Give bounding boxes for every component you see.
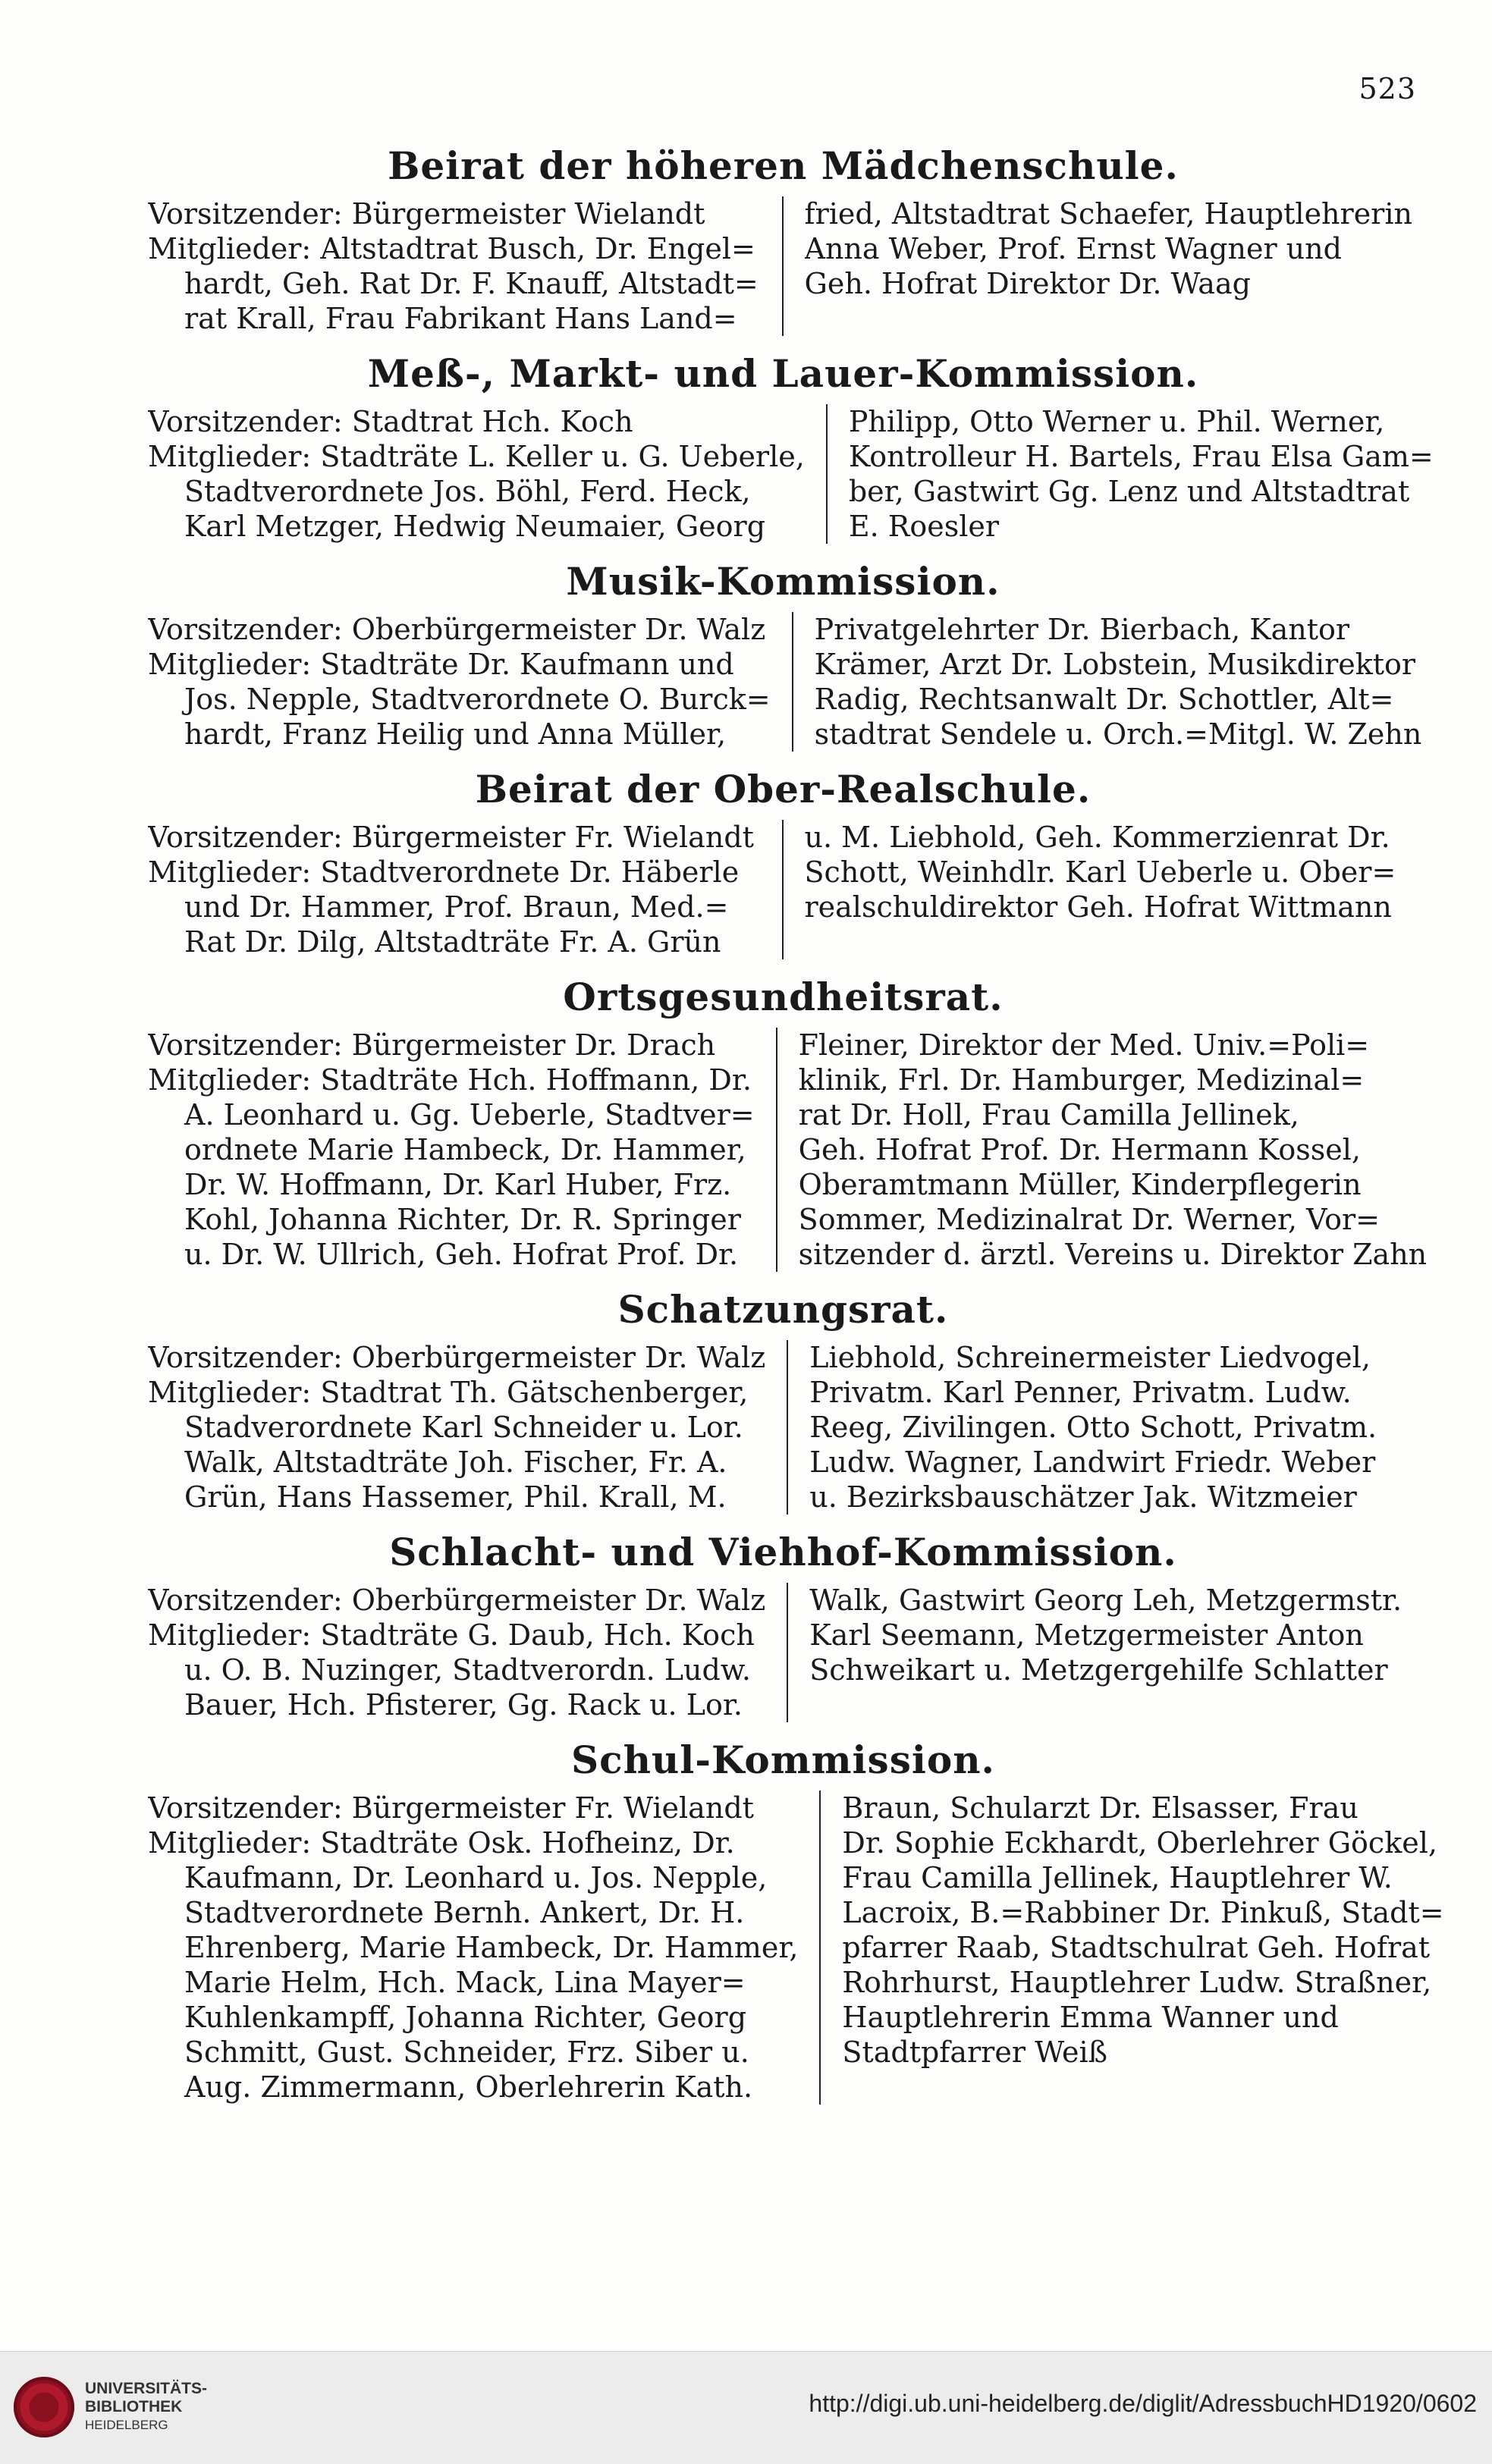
text-line: Radig, Rechtsanwalt Dr. Schottler, Alt= (814, 683, 1394, 716)
text-line: fried, Altstadtrat Schaefer, Hauptlehrerin (804, 197, 1412, 231)
left-column (148, 1028, 777, 1272)
section-title: Schatzungsrat. (617, 1287, 949, 1332)
section-columns (148, 820, 1418, 959)
text-line: Aug. Zimmermann, Oberlehrerin Kath. (184, 2070, 753, 2104)
section-columns (148, 1340, 1418, 1514)
section-title: Schul-Kommission. (571, 1737, 995, 1782)
text-line: Liebhold, Schreinermeister Liedvogel, (809, 1341, 1371, 1374)
text-line: Geh. Hofrat Prof. Dr. Hermann Kossel, (798, 1133, 1361, 1166)
text-line: Mitglieder: Stadträte Dr. Kaufmann und (148, 648, 734, 681)
text-line: Karl Metzger, Hedwig Neumaier, Georg (184, 510, 766, 543)
text-line: realschuldirektor Geh. Hofrat Wittmann (804, 890, 1392, 924)
text-line: Grün, Hans Hassemer, Phil. Krall, M. (184, 1480, 727, 1514)
text-line: Karl Seemann, Metzgermeister Anton (809, 1618, 1364, 1652)
left-column (148, 1340, 788, 1514)
section-columns (148, 1791, 1444, 2105)
text-line: Vorsitzender: Stadtrat Hch. Koch (148, 405, 633, 438)
left-column (148, 612, 793, 752)
text-line: Rat Dr. Dilg, Altstadträte Fr. A. Grün (184, 925, 721, 959)
directory-section (148, 1284, 1418, 1514)
text-line: Oberamtmann Müller, Kinderpflegerin (798, 1168, 1362, 1201)
text-line: Marie Helm, Hch. Mack, Lina Mayer= (184, 1966, 746, 1999)
text-line: pfarrer Raab, Stadtschulrat Geh. Hofrat (842, 1931, 1431, 1964)
text-line: Schmitt, Gust. Schneider, Frz. Siber u. (184, 2036, 749, 2069)
text-line: Sommer, Medizinalrat Dr. Werner, Vor= (798, 1203, 1380, 1236)
text-line: Krämer, Arzt Dr. Lobstein, Musikdirektor (814, 648, 1416, 681)
right-column (793, 612, 1422, 752)
text-line: stadtrat Sendele u. Orch.=Mitgl. W. Zehn (814, 717, 1422, 751)
text-line: Vorsitzender: Oberbürgermeister Dr. Walz (148, 1341, 766, 1374)
section-columns (148, 1028, 1428, 1272)
text-line: und Dr. Hammer, Prof. Braun, Med.= (184, 890, 729, 924)
university-seal-icon (14, 2377, 74, 2437)
logo-line-1: UNIVERSITÄTS- (85, 2380, 208, 2397)
text-line: Stadverordnete Karl Schneider u. Lor. (184, 1411, 743, 1444)
directory-section (148, 764, 1418, 959)
text-line: ordnete Marie Hambeck, Dr. Hammer, (184, 1133, 746, 1166)
text-line: Mitglieder: Stadträte Osk. Hofheinz, Dr. (148, 1826, 735, 1860)
section-title: Ortsgesundheitsrat. (563, 975, 1004, 1019)
text-line: Schweikart u. Metzgergehilfe Schlatter (809, 1653, 1388, 1687)
text-line: Bauer, Hch. Pfisterer, Gg. Rack u. Lor. (184, 1688, 743, 1722)
right-column (788, 1583, 1418, 1722)
text-line: Hauptlehrerin Emma Wanner und (842, 2001, 1339, 2034)
left-column (148, 1791, 821, 2105)
right-column (788, 1340, 1418, 1514)
text-line: u. Dr. W. Ullrich, Geh. Hofrat Prof. Dr. (184, 1238, 739, 1271)
text-line: hardt, Geh. Rat Dr. F. Knauff, Altstadt= (184, 267, 759, 300)
logo-line-2: BIBLIOTHEK (85, 2398, 183, 2415)
directory-section (148, 556, 1422, 752)
page-content (148, 140, 1444, 2117)
text-line: Philipp, Otto Werner u. Phil. Werner, (848, 405, 1385, 438)
text-line: Vorsitzender: Bürgermeister Fr. Wielandt (148, 1791, 754, 1825)
text-line: Dr. W. Hoffmann, Dr. Karl Huber, Frz. (184, 1168, 732, 1201)
source-url[interactable]: http://digi.ub.uni-heidelberg.de/diglit/AdressbuchHD1920/0602 (809, 2390, 1477, 2417)
directory-section (148, 348, 1434, 544)
text-line: Mitglieder: Stadträte G. Daub, Hch. Koch (148, 1618, 755, 1652)
text-line: Vorsitzender: Oberbürgermeister Dr. Walz (148, 1584, 766, 1617)
section-title: Meß-, Markt- und Lauer-Kommission. (367, 351, 1199, 396)
text-line: Fleiner, Direktor der Med. Univ.=Poli= (798, 1028, 1370, 1062)
text-line: Mitglieder: Stadträte L. Keller u. G. Ueberle, (148, 440, 805, 473)
text-line: Ludw. Wagner, Landwirt Friedr. Weber (809, 1445, 1376, 1479)
text-line: Mitglieder: Stadträte Hch. Hoffmann, Dr. (148, 1063, 752, 1097)
text-line: Ehrenberg, Marie Hambeck, Dr. Hammer, (184, 1931, 799, 1964)
directory-section (148, 1734, 1444, 2105)
directory-section (148, 140, 1418, 336)
text-line: Vorsitzender: Bürgermeister Dr. Drach (148, 1028, 716, 1062)
text-line: u. O. B. Nuzinger, Stadtverordn. Ludw. (184, 1653, 751, 1687)
logo-line-3: HEIDELBERG (85, 2418, 168, 2432)
directory-section (148, 971, 1428, 1272)
text-line: A. Leonhard u. Gg. Ueberle, Stadtver= (184, 1098, 755, 1132)
section-title: Beirat der Ober-Realschule. (475, 767, 1092, 811)
text-line: Vorsitzender: Oberbürgermeister Dr. Walz (148, 613, 766, 646)
text-line: E. Roesler (848, 510, 1000, 543)
right-column (784, 820, 1419, 959)
text-line: sitzender d. ärztl. Vereins u. Direktor Zahn (798, 1238, 1428, 1271)
text-line: Privatgelehrter Dr. Bierbach, Kantor (814, 613, 1350, 646)
text-line: hardt, Franz Heilig und Anna Müller, (184, 717, 727, 751)
directory-section (148, 1527, 1418, 1722)
library-logo[interactable] (14, 2365, 249, 2449)
text-line: Vorsitzender: Bürgermeister Fr. Wielandt (148, 821, 754, 854)
text-line: Privatm. Karl Penner, Privatm. Ludw. (809, 1376, 1352, 1409)
text-line: Reeg, Zivilingen. Otto Schott, Privatm. (809, 1411, 1377, 1444)
library-logo-text (85, 2380, 207, 2434)
section-columns (148, 196, 1418, 336)
text-line: u. Bezirksbauschätzer Jak. Witzmeier (809, 1480, 1357, 1514)
section-columns (148, 612, 1422, 752)
text-line: Kuhlenkampff, Johanna Richter, Georg (184, 2001, 747, 2034)
left-column (148, 1583, 788, 1722)
text-line: Vorsitzender: Bürgermeister Wielandt (148, 197, 705, 231)
text-line: Stadtverordnete Bernh. Ankert, Dr. H. (184, 1896, 745, 1929)
right-column (777, 1028, 1428, 1272)
text-line: ber, Gastwirt Gg. Lenz und Altstadtrat (848, 475, 1410, 508)
text-line: Walk, Gastwirt Georg Leh, Metzgermstr. (809, 1584, 1402, 1617)
text-line: rat Krall, Frau Fabrikant Hans Land= (184, 302, 737, 335)
left-column (148, 404, 828, 544)
text-line: Frau Camilla Jellinek, Hauptlehrer W. (842, 1861, 1393, 1894)
text-line: Geh. Hofrat Direktor Dr. Waag (804, 267, 1251, 300)
text-line: Mitglieder: Stadtrat Th. Gätschenberger, (148, 1376, 749, 1409)
section-columns (148, 1583, 1418, 1722)
right-column (821, 1791, 1443, 2105)
text-line: Stadtpfarrer Weiß (842, 2036, 1108, 2069)
text-line: Dr. Sophie Eckhardt, Oberlehrer Göckel, (842, 1826, 1437, 1860)
section-columns (148, 404, 1434, 544)
text-line: Lacroix, B.=Rabbiner Dr. Pinkuß, Stadt= (842, 1896, 1444, 1929)
left-column (148, 196, 784, 336)
right-column (784, 196, 1419, 336)
text-line: Jos. Nepple, Stadtverordnete O. Burck= (184, 683, 771, 716)
section-title: Musik-Kommission. (566, 559, 1000, 604)
text-line: Kohl, Johanna Richter, Dr. R. Springer (184, 1203, 741, 1236)
section-title: Beirat der höheren Mädchenschule. (388, 143, 1179, 188)
text-line: Kaufmann, Dr. Leonhard u. Jos. Nepple, (184, 1861, 768, 1894)
page-number: 523 (1359, 72, 1416, 105)
footer-bar (0, 2351, 1492, 2464)
text-line: u. M. Liebhold, Geh. Kommerzienrat Dr. (804, 821, 1390, 854)
section-title: Schlacht- und Viehhof-Kommission. (389, 1530, 1177, 1574)
text-line: Braun, Schularzt Dr. Elsasser, Frau (842, 1791, 1359, 1825)
text-line: Mitglieder: Stadtverordnete Dr. Häberle (148, 855, 740, 889)
text-line: Schott, Weinhdlr. Karl Ueberle u. Ober= (804, 855, 1396, 889)
right-column (828, 404, 1434, 544)
text-line: Stadtverordnete Jos. Böhl, Ferd. Heck, (184, 475, 751, 508)
text-line: rat Dr. Holl, Frau Camilla Jellinek, (798, 1098, 1299, 1132)
text-line: Rohrhurst, Hauptlehrer Ludw. Straßner, (842, 1966, 1432, 1999)
text-line: Anna Weber, Prof. Ernst Wagner und (804, 232, 1342, 265)
left-column (148, 820, 784, 959)
text-line: Walk, Altstadträte Joh. Fischer, Fr. A. (184, 1445, 727, 1479)
text-line: Kontrolleur H. Bartels, Frau Elsa Gam= (848, 440, 1434, 473)
text-line: Mitglieder: Altstadtrat Busch, Dr. Engel= (148, 232, 755, 265)
text-line: klinik, Frl. Dr. Hamburger, Medizinal= (798, 1063, 1365, 1097)
